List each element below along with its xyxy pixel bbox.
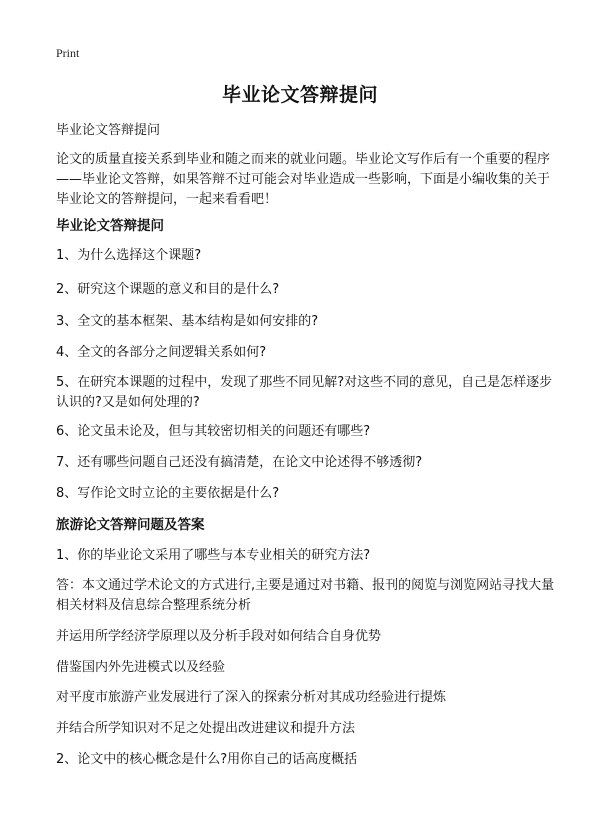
list-item: 4、全文的各部分之间逻辑关系如何? <box>56 345 267 360</box>
list-item: 5、在研究本课题的过程中，发现了那些不同见解?对这些不同的意见，自己是怎样逐步认识的?又是如何处理的? <box>56 375 553 410</box>
list-item: 1、你的毕业论文采用了哪些与本专业相关的研究方法? <box>56 548 371 563</box>
list-item: 6、论文虽未论及，但与其较密切相关的问题还有哪些? <box>56 424 371 439</box>
print-link[interactable]: Print <box>56 46 80 60</box>
list-item: 7、还有哪些问题自己还没有搞清楚，在论文中论述得不够透彻? <box>56 455 423 470</box>
subtitle: 毕业论文答辩提问 <box>56 123 161 138</box>
answer-line: 对平度市旅游产业发展进行了深入的探索分析对其成功经验进行提炼 <box>56 690 447 705</box>
list-item: 3、全文的基本框架、基本结构是如何安排的? <box>56 314 319 329</box>
list-item: 8、写作论文时立论的主要依据是什么? <box>56 486 280 501</box>
answer-line: 并结合所学知识对不足之处提出改进建议和提升方法 <box>56 721 356 736</box>
list-item: 2、研究这个课题的意义和目的是什么? <box>56 282 280 297</box>
list-item: 2、论文中的核心概念是什么?用你自己的话高度概括 <box>56 752 358 767</box>
answer-paragraph: 答：本文通过学术论文的方式进行,主要是通过对书籍、报刊的阅览与浏览网站寻找大量相关材料及信息综合整理系统分析 <box>56 578 555 613</box>
answer-line: 借鉴国内外先进模式以及经验 <box>56 660 226 675</box>
list-item: 1、为什么选择这个课题? <box>56 248 202 263</box>
intro-paragraph: 论文的质量直接关系到毕业和随之而来的就业问题。毕业论文写作后有一个重要的程序——毕业论文答辩，如果答辩不过可能会对毕业造成一些影响，下面是小编收集的关于毕业论文的答辩提问，一起来看看吧！ <box>56 152 551 207</box>
page-title: 毕业论文答辩提问 <box>221 84 378 106</box>
section-heading-questions: 毕业论文答辩提问 <box>56 218 164 234</box>
answer-line: 并运用所学经济学原理以及分析手段对如何结合自身优势 <box>56 629 382 644</box>
section-heading-tourism: 旅游论文答辩问题及答案 <box>56 517 205 533</box>
